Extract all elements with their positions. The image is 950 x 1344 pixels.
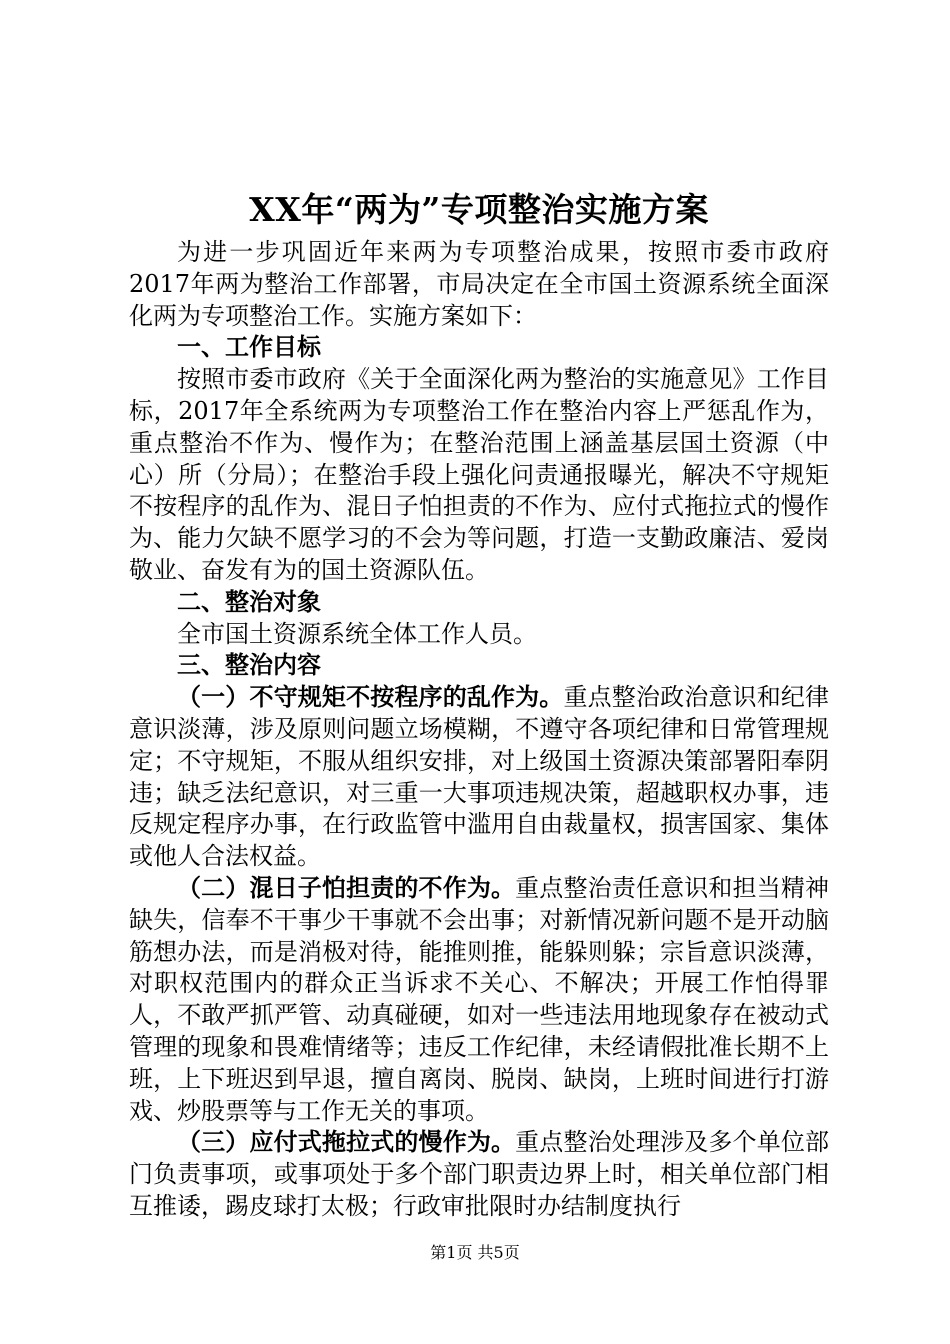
section-body-goals: 按照市委市政府《关于全面深化两为整治的实施意见》工作目标，2017年全系统两为专项整治工作在整治内容上严惩乱作为，重点整治不作为、慢作为；在整治范围上涵盖基层国土资源（中心）所（分局）；在整治手段上强化问责通报曝光，解决不守规矩不按程序的乱作为、混日子怕担责的不作为、应付式拖拉式的慢作为、能力欠缺不愿学习的不会为等问题，打造一支勤政廉洁、爱岗敬业、奋发有为的国土资源队伍。 bbox=[129, 365, 829, 584]
document-title: XX年“两为”专项整治实施方案 bbox=[249, 190, 709, 229]
section-heading-content: 三、整治内容 bbox=[177, 651, 321, 680]
content-item-3-lead: （三）应付式拖拉式的慢作为。 bbox=[177, 1128, 516, 1157]
section-heading-goals: 一、工作目标 bbox=[177, 333, 321, 362]
section-heading-targets: 二、整治对象 bbox=[177, 587, 321, 616]
content-item-2-body: 重点整治责任意识和担当精神缺失，信奉不干事少干事就不会出事；对新情况新问题不是开动脑筋想办法，而是消极对待，能推则推，能躲则躲；宗旨意识淡薄，对职权范围内的群众正当诉求不关心、不解决；开展工作怕得罪人，不敢严抓严管、动真碰硬，如对一些违法用地现象存在被动式管理的现象和畏难情绪等；违反工作纪律，未经请假批准长期不上班，上下班迟到早退，擅自离岗、脱岗、缺岗，上班时间进行打游戏、炒股票等与工作无关的事项。 bbox=[129, 873, 830, 1125]
content-item-2 bbox=[129, 873, 829, 1127]
content-item-1 bbox=[129, 682, 829, 873]
content-item-2-lead: （二）混日子怕担责的不作为。 bbox=[177, 873, 516, 902]
section-body-targets: 全市国土资源系统全体工作人员。 bbox=[177, 619, 537, 648]
content-item-3-body: 重点整治处理涉及多个单位部门负责事项，或事项处于多个部门职责边界上时，相关单位部门相互推诿，踢皮球打太极；行政审批限时办结制度执行 bbox=[129, 1128, 830, 1220]
intro-paragraph: 为进一步巩固近年来两为专项整治成果，按照市委市政府2017年两为整治工作部署，市局决定在全市国土资源系统全面深化两为专项整治工作。实施方案如下： bbox=[129, 238, 829, 330]
content-item-3 bbox=[129, 1127, 829, 1222]
page-footer: 第1页 共5页 bbox=[430, 1243, 520, 1262]
content-item-1-lead: （一）不守规矩不按程序的乱作为。 bbox=[177, 683, 564, 712]
content-item-1-body: 重点整治政治意识和纪律意识淡薄，涉及原则问题立场模糊，不遵守各项纪律和日常管理规定；不守规矩，不服从组织安排，对上级国土资源决策部署阳奉阴违；缺乏法纪意识，对三重一大事项违规决策，超越职权办事，违反规定程序办事，在行政监管中滥用自由裁量权，损害国家、集体或他人合法权益。 bbox=[129, 683, 830, 871]
document-body bbox=[129, 185, 829, 1223]
